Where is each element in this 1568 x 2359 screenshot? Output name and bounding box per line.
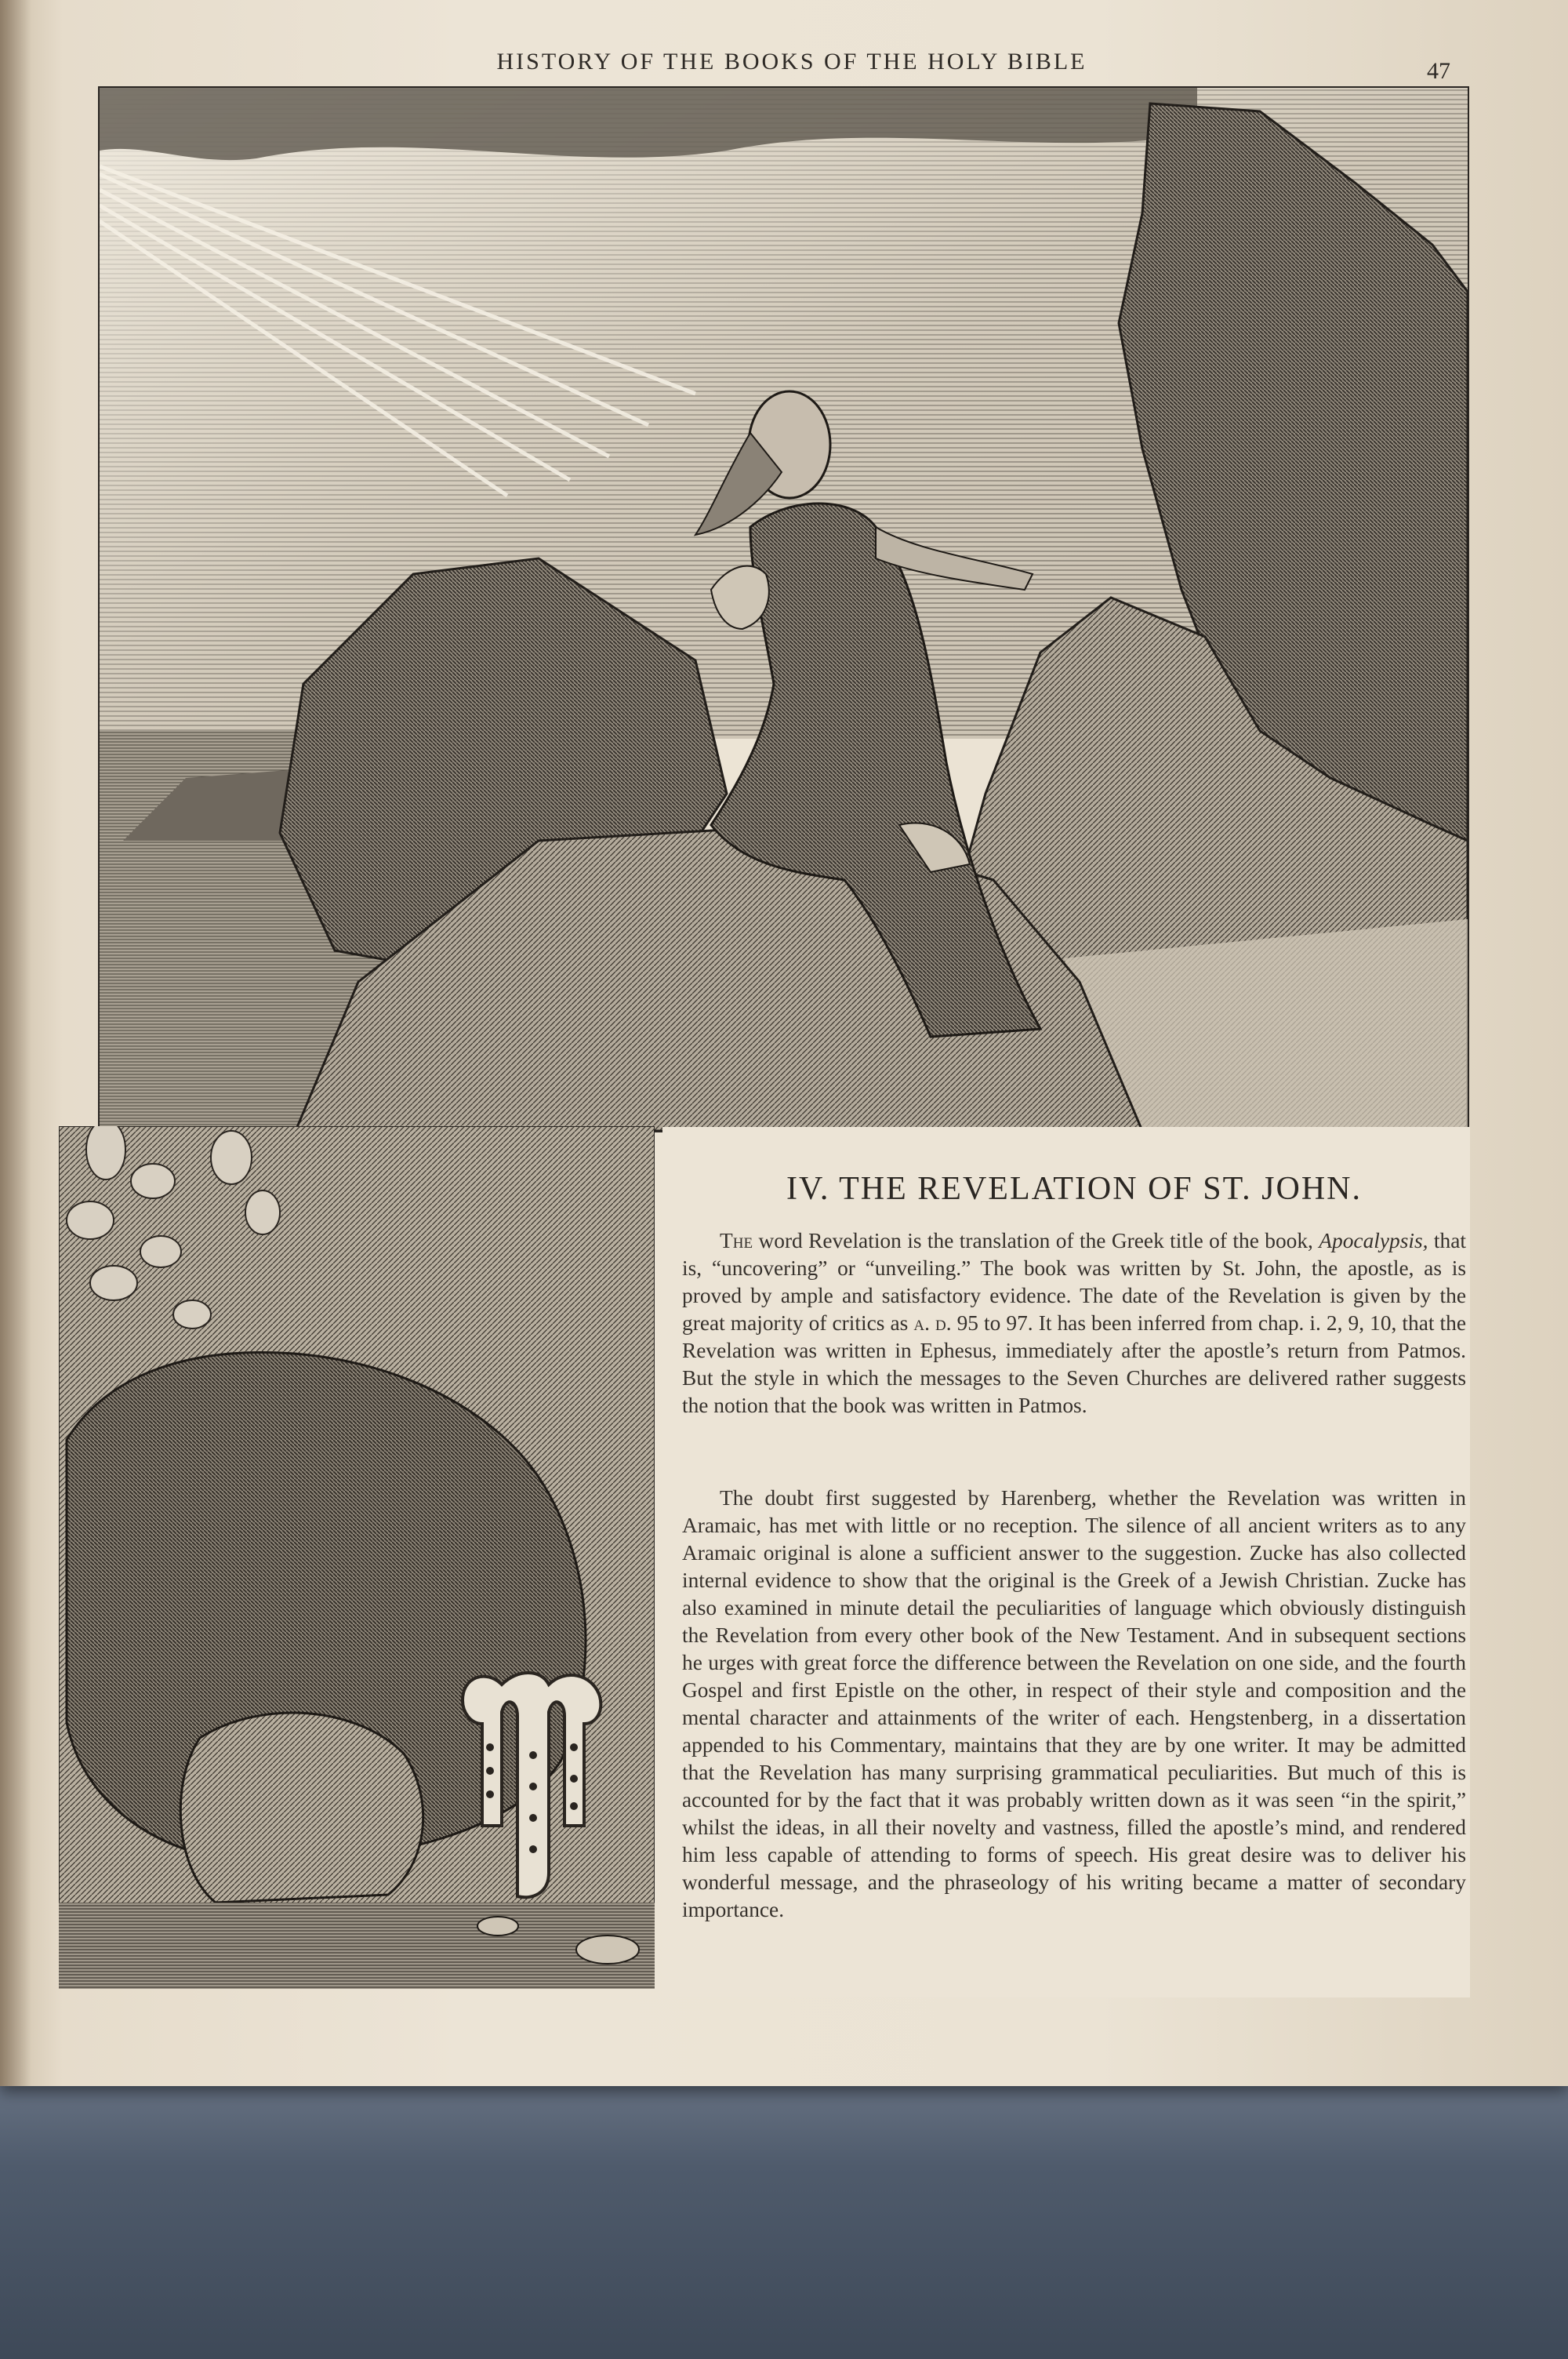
spine-shadow [0,0,31,2086]
body-paragraph-1 [682,1227,1466,1419]
paragraph-lead: The [720,1229,753,1252]
ornament-glyph-icon [455,1669,612,1904]
paragraph-text: word Revelation is the translation of the Greek title of the book, [753,1229,1319,1252]
chapter-heading: IV. THE REVELATION OF ST. JOHN. [786,1171,1362,1207]
st-john-engraving [98,86,1469,1132]
page-number: 47 [1427,58,1450,84]
era-abbreviation: a. d. [913,1311,952,1335]
paragraph-text: that is, “uncovering” or “unveiling.” The book was written by St. John, the apostle, as is proved by ample and satisfactory evidence. The date of the Revelation is given by the great majority of critics as [682,1229,1466,1335]
greek-title: Apocalypsis, [1319,1229,1428,1252]
backdrop-surface [0,2063,1568,2359]
running-head: HISTORY OF THE BOOKS OF THE HOLY BIBLE [496,49,1087,75]
paragraph-text: 95 to 97. It has been inferred from chap. i. 2, 9, 10, that the Revelation was written in Ephesus, immediately after the apostle’s return from Patmos. But the style in which the messages to the Seven Churches are delivered rather suggests the notion that the book was written in Patmos. [682,1311,1466,1417]
body-paragraph-2: The doubt first suggested by Harenberg, whether the Revelation was written in Aramaic, has met with little or no reception. The silence of all ancient writers as to any Aramaic original is alone a sufficient answer to the suggestion. Zucke has also collected internal evidence to show that the original is the Greek of a Jewish Christian. Zucke has also examined in minute detail the peculiarities of language which obviously distinguish the Revelation from every other book of the New Testament. And in subsequent sections he urges with great force the difference between the Revelation on one side, and the fourth Gospel and first Epistle on the other, in respect of their style and composition and the mental character and attainments of the writer of each. Hengstenberg, in a dissertation appended to his Commentary, maintains that they are by one writer. It may be admitted that the Revelation has many surprising grammatical peculiarities. But much of this is accounted for by the fact that it was probably written down as it was seen “in the spirit,” whilst the ideas, in all their novelty and vastness, filled the apostle’s mind, and rendered him less capable of attending to forms of speech. His great desire was to deliver his wonderful message, and the phraseology of his writing became a matter of secondary importance. [682,1486,1466,1921]
